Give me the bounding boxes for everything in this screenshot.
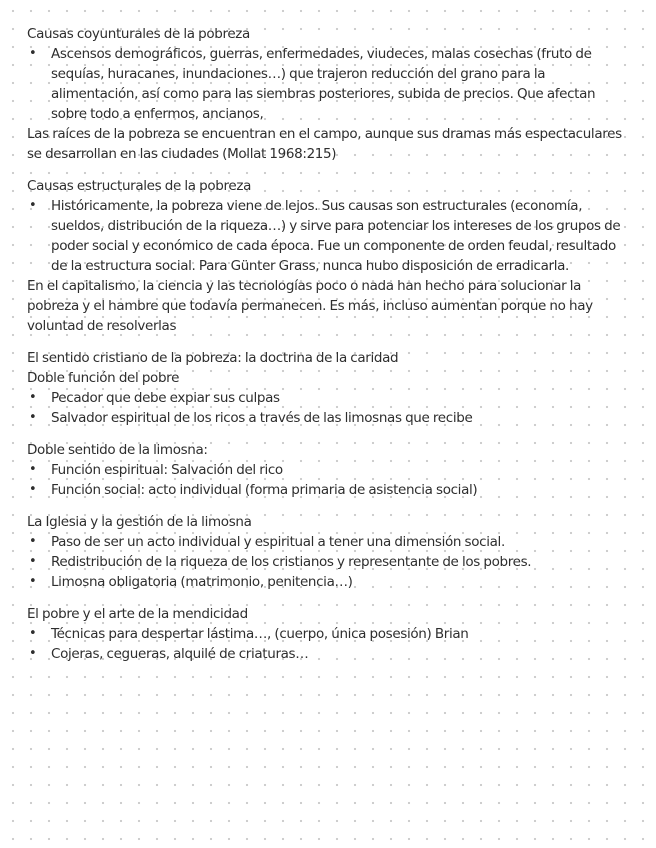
notes-page (27, 24, 627, 676)
bullet-list (27, 624, 627, 664)
bullet-item: • Pecador que debe expiar sus culpas (27, 388, 627, 408)
section-heading: La Iglesia y la gestión de la limosna (27, 514, 252, 530)
bullet-list (27, 44, 627, 124)
bullet-item: • Paso de ser un acto individual y espiritual a tener una dimensión social. (27, 532, 627, 552)
bullet-item: • Función social: acto individual (forma primaria de asistencia social) (27, 480, 627, 500)
bullet-item: • Técnicas para despertar lástima…, (cuerpo, única posesión) Brian (27, 624, 627, 644)
paragraph: Las raíces de la pobreza se encuentran en el campo, aunque sus dramas más espectaculares se desarrollan en las ciudades (Mollat 1968:215) (27, 126, 622, 162)
section-arte-mendicidad (27, 604, 627, 664)
section-heading: Causas estructurales de la pobreza (27, 178, 251, 194)
section-heading: El sentido cristiano de la pobreza: la doctrina de la caridad (27, 350, 399, 366)
section-doble-sentido-limosna (27, 440, 627, 500)
section-iglesia-limosna (27, 512, 627, 592)
bullet-list (27, 460, 627, 500)
section-heading: Doble sentido de la limosna: (27, 442, 208, 458)
section-causas-estructurales (27, 176, 627, 336)
bullet-item: • Cojeras, cegueras, alquilé de criaturas… (27, 644, 627, 664)
section-causas-coyunturales (27, 24, 627, 164)
bullet-item: • Salvador espiritual de los ricos a través de las limosnas que recibe (27, 408, 627, 428)
section-subheading: Doble función del pobre (27, 370, 180, 386)
bullet-list (27, 532, 627, 592)
section-heading: El pobre y el arte de la mendicidad (27, 606, 248, 622)
bullet-list (27, 196, 627, 276)
paragraph: En el capitalismo, la ciencia y las tecnologías poco o nada han hecho para solucionar la pobreza y el hambre que todavía permanecen. Es más, incluso aumentan porque no hay voluntad de resolverlas (27, 278, 593, 334)
bullet-item: • Función espiritual: Salvación del rico (27, 460, 627, 480)
bullet-item: • Redistribución de la riqueza de los cristianos y representante de los pobres. (27, 552, 627, 572)
bullet-list (27, 388, 627, 428)
bullet-item: • Ascensos demográficos, guerras, enfermedades, viudeces, malas cosechas (fruto de sequías, huracanes, inundaciones…) que trajeron reducción del grano para la alimentación, así como para las siembras posteriores, subida de precios. Que afectan sobre todo a enfermos, ancianos, (27, 44, 627, 124)
section-sentido-cristiano (27, 348, 627, 428)
section-heading: Causas coyunturales de la pobreza (27, 26, 250, 42)
bullet-item: • Limosna obligatoria (matrimonio, penitencia…) (27, 572, 627, 592)
bullet-item: • Históricamente, la pobreza viene de lejos. Sus causas son estructurales (economía, sueldos, distribución de la riqueza…) y sirve para potenciar los intereses de los grupos de poder social y económico de cada época. Fue un componente de orden feudal, resultado de la estructura social. Para Günter Grass, nunca hubo disposición de erradicarla. (27, 196, 627, 276)
